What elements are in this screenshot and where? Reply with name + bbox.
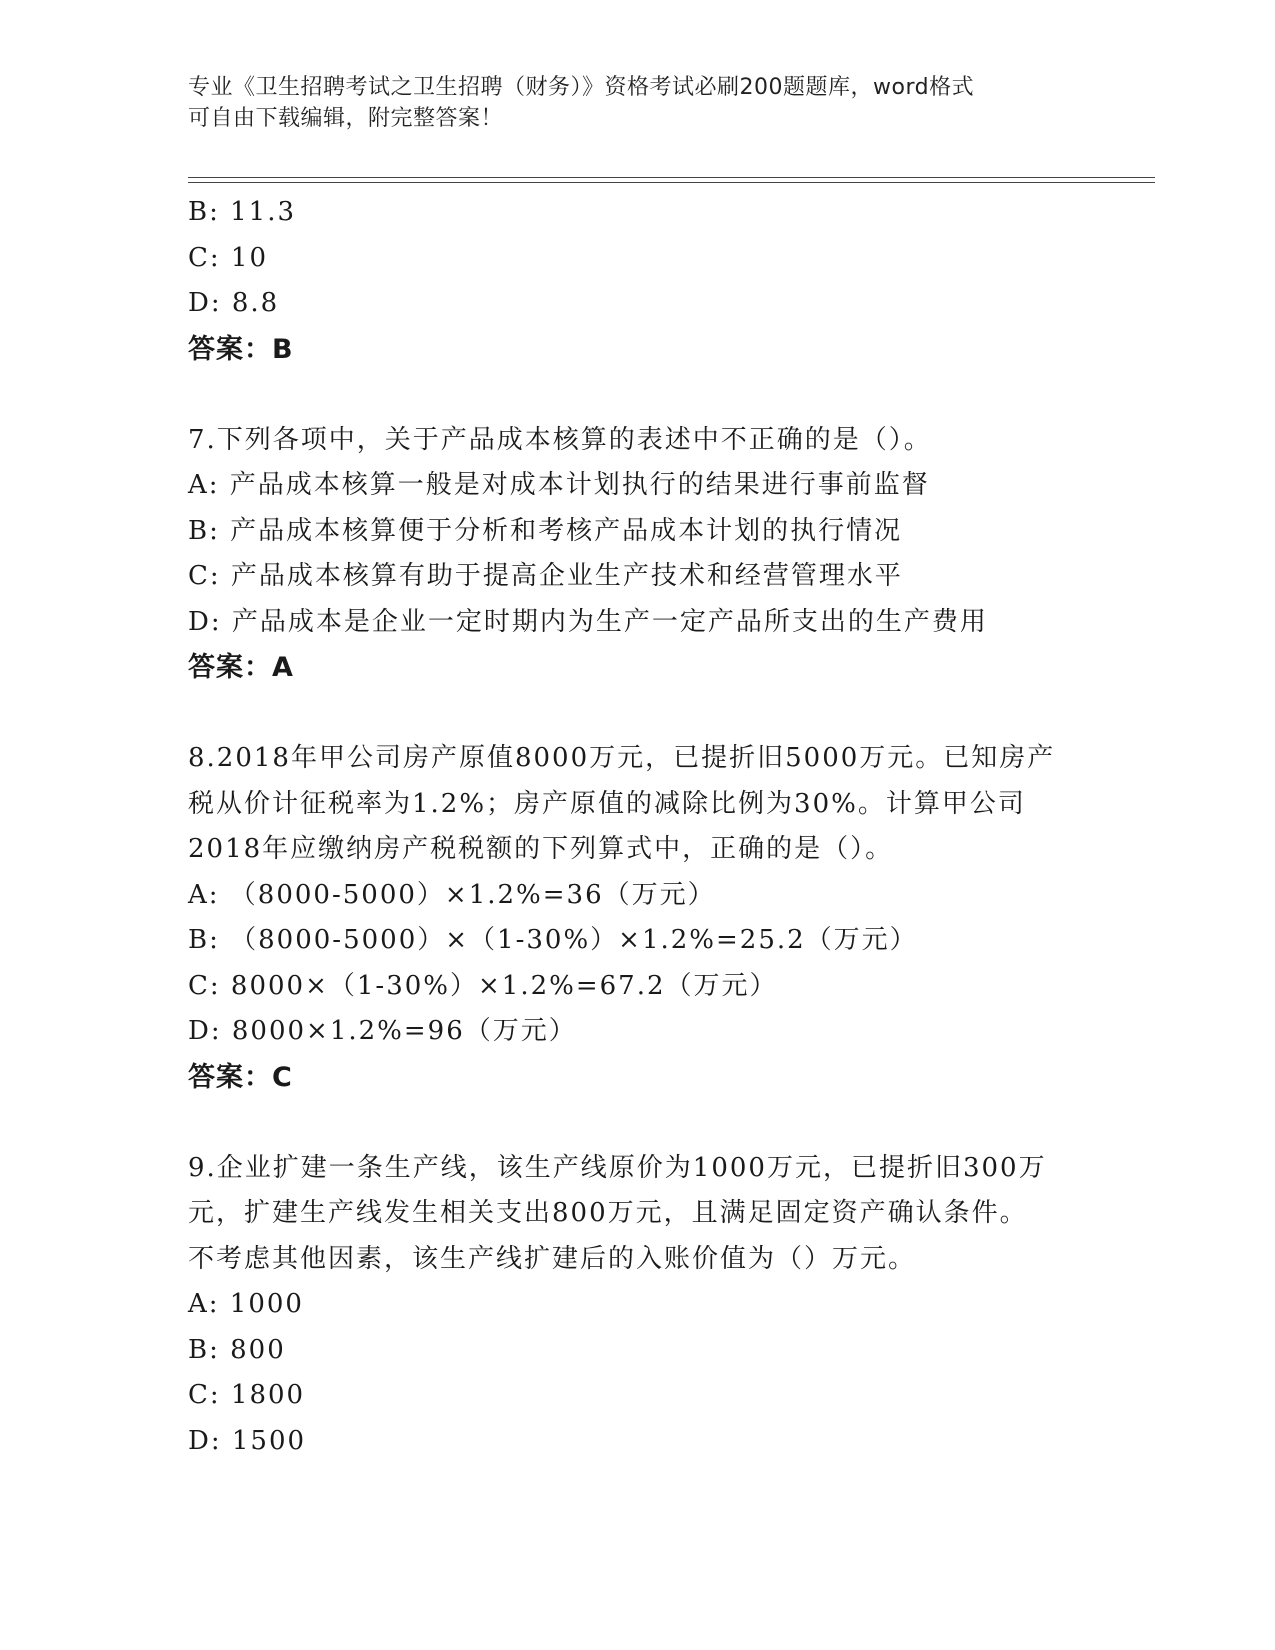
q9-stem-line-1: 9.企业扩建一条生产线，该生产线原价为1000万元，已提折旧300万 bbox=[188, 1152, 1047, 1183]
q8-stem-line-3: 2018年应缴纳房产税税额的下列算式中，正确的是（）。 bbox=[188, 834, 894, 864]
q7-answer: 答案：A bbox=[188, 652, 294, 683]
question-spacer bbox=[188, 372, 1088, 418]
question-8 bbox=[188, 736, 1088, 1100]
question-6-tail bbox=[188, 190, 1088, 372]
q7-option-a: A: 产品成本核算一般是对成本计划执行的结果进行事前监督 bbox=[188, 470, 930, 500]
q9-stem-line-2: 元，扩建生产线发生相关支出800万元，且满足固定资产确认条件。 bbox=[188, 1198, 1028, 1228]
q6-option-b: B: 11.3 bbox=[188, 197, 297, 227]
q8-stem-line-1: 8.2018年甲公司房产原值8000万元，已提折旧5000万元。已知房产 bbox=[188, 743, 1056, 773]
q6-option-c: C: 10 bbox=[188, 242, 269, 273]
header-divider-bottom bbox=[188, 182, 1155, 183]
q9-option-d: D: 1500 bbox=[188, 1425, 307, 1456]
document-header bbox=[188, 72, 1068, 134]
q9-option-b: B: 800 bbox=[188, 1334, 286, 1365]
question-spacer bbox=[188, 1100, 1088, 1146]
header-title-line-1: 专业《卫生招聘考试之卫生招聘（财务）》资格考试必刷200题题库，word格式 bbox=[188, 75, 975, 100]
q8-option-d: D: 8000×1.2%=96（万元） bbox=[188, 1016, 577, 1046]
q6-option-d: D: 8.8 bbox=[188, 288, 280, 318]
q7-option-b: B: 产品成本核算便于分析和考核产品成本计划的执行情况 bbox=[188, 515, 903, 546]
q8-answer: 答案：C bbox=[188, 1061, 293, 1093]
question-content bbox=[188, 190, 1088, 1464]
q8-stem-line-2: 税从价计征税率为1.2%；房产原值的减除比例为30%。计算甲公司 bbox=[188, 788, 1026, 819]
q9-option-a: A: 1000 bbox=[188, 1289, 304, 1319]
q9-option-c: C: 1800 bbox=[188, 1380, 306, 1410]
header-title-line-2: 可自由下载编辑，附完整答案！ bbox=[188, 106, 504, 131]
q9-stem-line-3: 不考虑其他因素，该生产线扩建后的入账价值为（）万元。 bbox=[188, 1243, 917, 1274]
q7-option-d: D: 产品成本是企业一定时期内为生产一定产品所支出的生产费用 bbox=[188, 606, 988, 637]
question-7 bbox=[188, 418, 1088, 691]
question-9 bbox=[188, 1146, 1088, 1465]
q6-answer: 答案：B bbox=[188, 333, 294, 365]
question-spacer bbox=[188, 691, 1088, 737]
q7-option-c: C: 产品成本核算有助于提高企业生产技术和经营管理水平 bbox=[188, 561, 903, 591]
q7-stem: 7.下列各项中，关于产品成本核算的表述中不正确的是（）。 bbox=[188, 424, 932, 455]
q8-option-b: B: （8000-5000）×（1-30%）×1.2%=25.2（万元） bbox=[188, 925, 918, 955]
q8-option-a: A: （8000-5000）×1.2%=36（万元） bbox=[188, 879, 716, 910]
q8-option-c: C: 8000×（1-30%）×1.2%=67.2（万元） bbox=[188, 970, 778, 1001]
header-divider-top bbox=[188, 177, 1155, 178]
